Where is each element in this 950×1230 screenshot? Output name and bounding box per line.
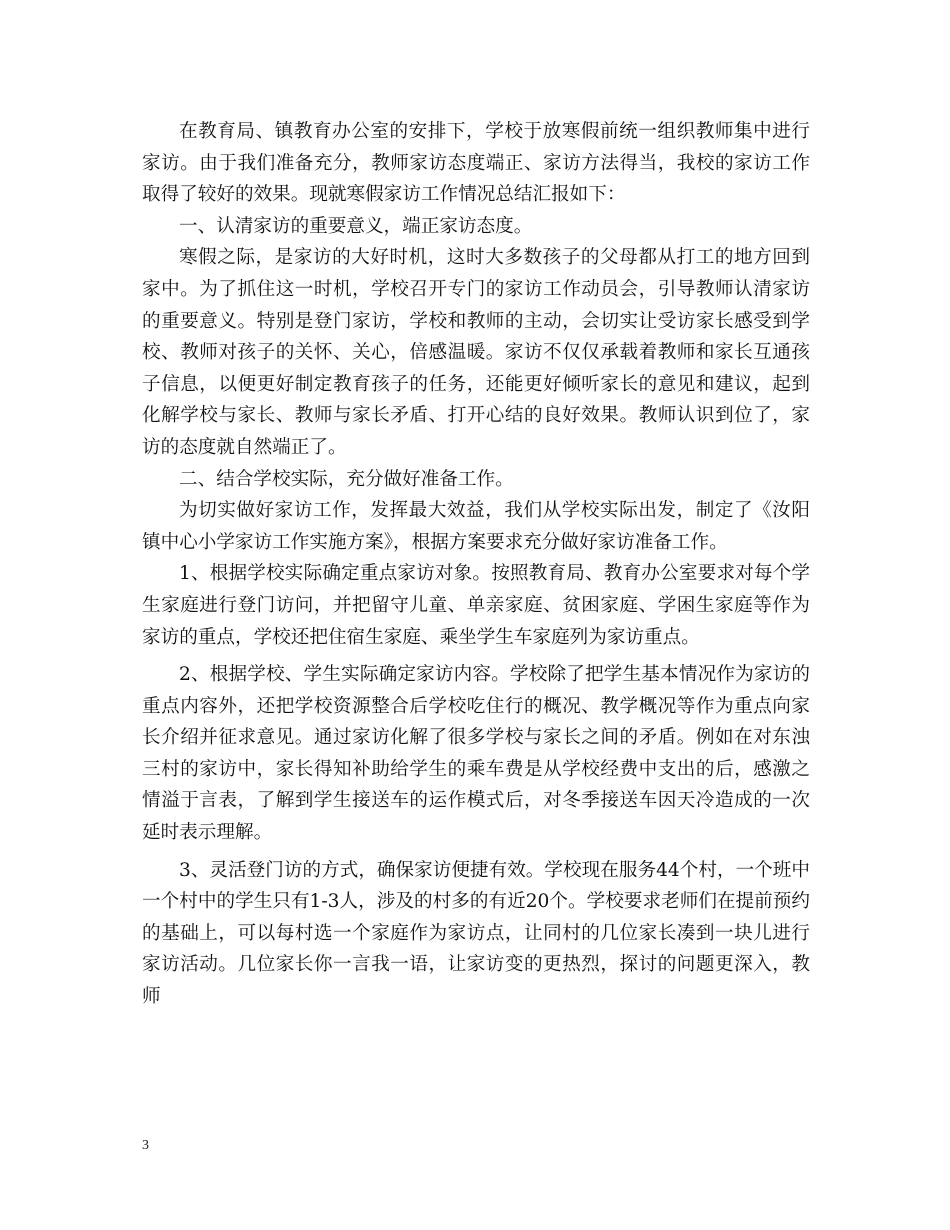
paragraph-item-two: 2、根据学校、学生实际确定家访内容。学校除了把学生基本情况作为家访的重点内容外，还把学校资源整合后学校吃住行的概况、教学概况等作为重点向家长介绍并征求意见。通过家访化解了很多学校与家长之间的矛盾。例如在对东浊三村的家访中，家长得知补助给学生的乘车费是从学校经费中支出的后，感激之情溢于言表，了解到学生接送车的运作模式后，对冬季接送车因天冷造成的一次延时表示理解。 <box>142 664 810 844</box>
paragraph-item-three: 3、灵活登门访的方式，确保家访便捷有效。学校现在服务44个村，一个班中一个村中的学生只有1-3人，涉及的村多的有近20个。学校要求老师们在提前预约的基础上，可以每村选一个家庭作为家访点，让同村的几位家长凑到一块儿进行家访活动。几位家长你一言我一语，让家访变的更热烈，探讨的问题更深入，教师 <box>142 859 810 1008</box>
page-number: 3 <box>142 1138 149 1153</box>
paragraph-section-one: 寒假之际，是家访的大好时机，这时大多数孩子的父母都从打工的地方回到家中。为了抓住这一时机，学校召开专门的家访工作动员会，引导教师认清家访的重要意义。特别是登门家访，学校和教师的主动，会切实让受访家长感受到学校、教师对孩子的关怀、关心，倍感温暖。家访不仅仅承载着教师和家长互通孩子信息，以便更好制定教育孩子的任务，还能更好倾听家长的意见和建议，起到化解学校与家长、教师与家长矛盾、打开心结的良好效果。教师认识到位了，家访的态度就自然端正了。 <box>142 247 810 458</box>
paragraph-item-one: 1、根据学校实际确定重点家访对象。按照教育局、教育办公室要求对每个学生家庭进行登门访问，并把留守儿童、单亲家庭、贫困家庭、学困生家庭等作为家访的重点，学校还把住宿生家庭、乘坐学生车家庭列为家访重点。 <box>142 563 810 648</box>
heading-section-two: 二、结合学校实际，充分做好准备工作。 <box>179 468 514 490</box>
heading-section-one: 一、认清家访的重要意义，端正家访态度。 <box>179 215 533 237</box>
body-text <box>142 116 810 1013</box>
paragraph-section-two: 为切实做好家访工作，发挥最大效益，我们从学校实际出发，制定了《汝阳镇中心小学家访工作实施方案》，根据方案要求充分做好家访准备工作。 <box>142 500 810 553</box>
paragraph-intro: 在教育局、镇教育办公室的安排下，学校于放寒假前统一组织教师集中进行家访。由于我们准备充分，教师家访态度端正、家访方法得当，我校的家访工作取得了较好的效果。现就寒假家访工作情况总结汇报如下： <box>142 121 810 206</box>
